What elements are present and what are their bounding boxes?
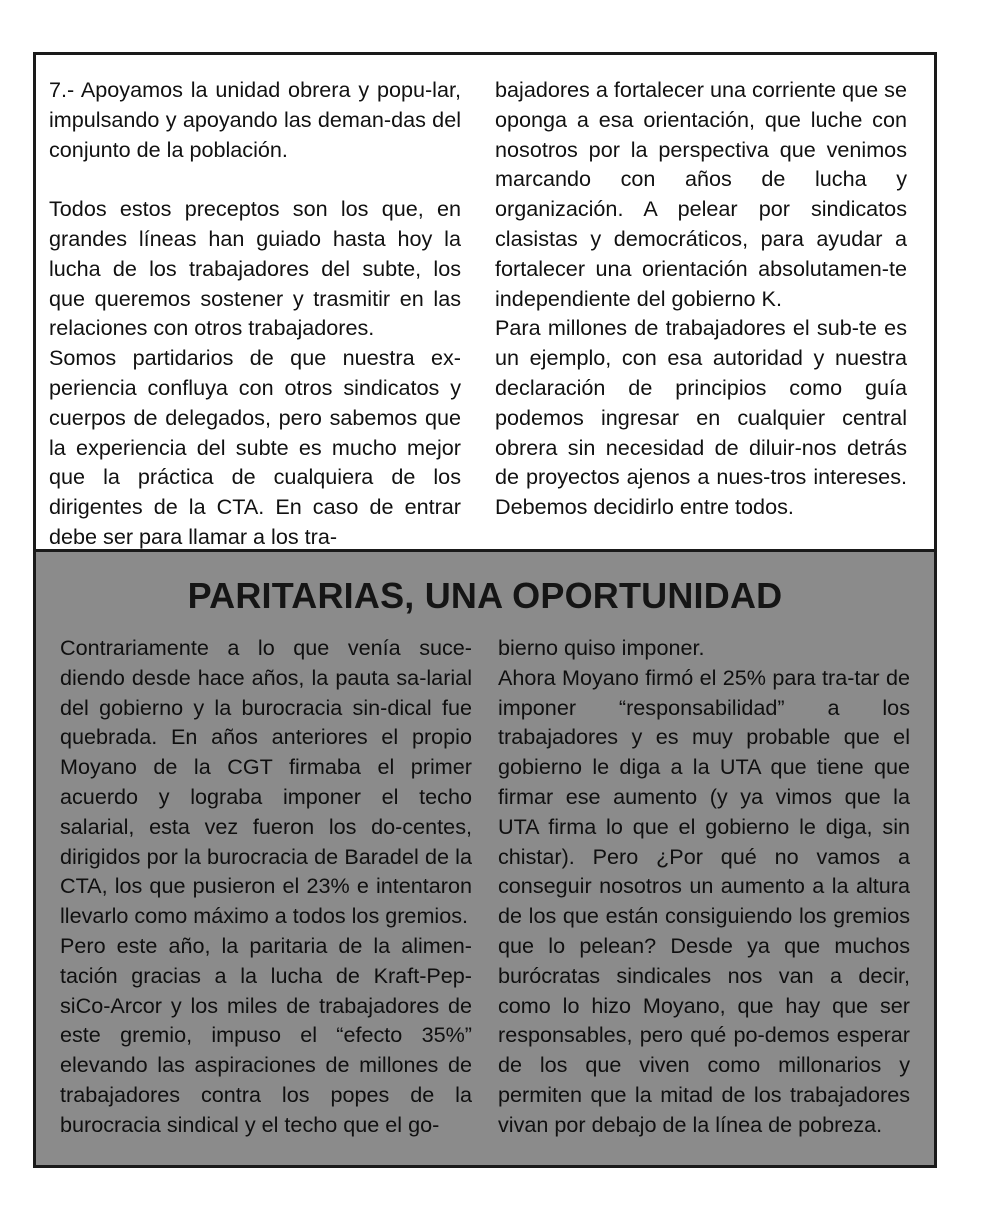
paragraph-contrariamente: Contrariamente a lo que venía suce-diendo desde hace años, la pauta sa-larial del gobierno y la burocracia sin-dical fue quebrada. En años anteriores el propio Moyano de la CGT firmaba el primer acuerdo y lograba imponer el techo salarial, esta vez fueron los do-centes, dirigidos por la burocracia de Baradel de la CTA, los que pusieron el 23% e intentaron llevarlo como máximo a todos los gremios. — [60, 635, 472, 929]
paritarias-section — [36, 552, 934, 1165]
paragraph-millones: Para millones de trabajadores el sub-te es un ejemplo, con esa autoridad y nuestra declaración de principios como guía podemos ingresar en cualquier central obrera sin necesidad de diluir-nos detrás de proyectos ajenos a nues-tros intereses. Debemos decidirlo entre todos. — [495, 315, 907, 520]
paritarias-right-column — [498, 633, 910, 1140]
paritarias-left-column — [60, 633, 472, 1140]
paragraph-quiso-imponer: bierno quiso imponer. — [498, 635, 705, 660]
top-text-section — [36, 55, 934, 552]
paragraph-este-ano: Pero este año, la paritaria de la alimen-tación gracias a la lucha de Kraft-Pep-siCo-Arcor y los miles de trabajadores de este gremio, impuso el “efecto 35%” elevando las aspiraciones de millones de trabajadores contra los popes de la burocracia sindical y el techo que el go- — [60, 932, 472, 1137]
paragraph-ahora-moyano: Ahora Moyano firmó el 25% para tra-tar de imponer “responsabilidad” a los trabajadores y es muy probable que el gobierno le diga a la UTA que tiene que firmar ese aumento (y ya vimos que la UTA firma lo que el gobierno le diga, sin chistar). Pero ¿Por qué no vamos a conseguir nosotros un aumento a la altura de los que están consiguiendo los gremios que lo pelean? Desde ya que muchos burócratas sindicales nos van a decir, como lo hizo Moyano, que hay que ser responsables, pero qué po-demos esperar de los que viven como millonarios y permiten que la mitad de los trabajadores vivan por debajo de la línea de pobreza. — [498, 664, 910, 1137]
paragraph-partidarios: Somos partidarios de que nuestra ex-periencia confluya con otros sindicatos y cuerpos de delegados, pero sabemos que la experiencia del subte es mucho mejor que la práctica de cualquiera de los dirigentes de la CTA. En caso de entrar debe ser para llamar a los tra- — [49, 345, 461, 549]
top-left-column — [49, 75, 461, 552]
article-frame — [33, 52, 937, 1168]
paragraph-point-7: 7.- Apoyamos la unidad obrera y popu-lar, impulsando y apoyando las deman-das del conjunto de la población. — [49, 77, 461, 162]
paragraph-preceptos: Todos estos preceptos son los que, en grandes líneas han guiado hasta hoy la lucha de los trabajadores del subte, los que queremos sostener y trasmitir en las relaciones con otros trabajadores. — [49, 196, 461, 341]
top-right-column — [495, 75, 907, 522]
paritarias-headline: PARITARIAS, UNA OPORTUNIDAD — [187, 575, 783, 616]
paragraph-continuation: bajadores a fortalecer una corriente que se oponga a esa orientación, que luche con nosotros por la perspectiva que venimos marcando con años de lucha y organización. A pelear por sindicatos clasistas y democráticos, para ayudar a fortalecer una orientación absolutamen-te independiente del gobierno K. — [495, 77, 907, 311]
